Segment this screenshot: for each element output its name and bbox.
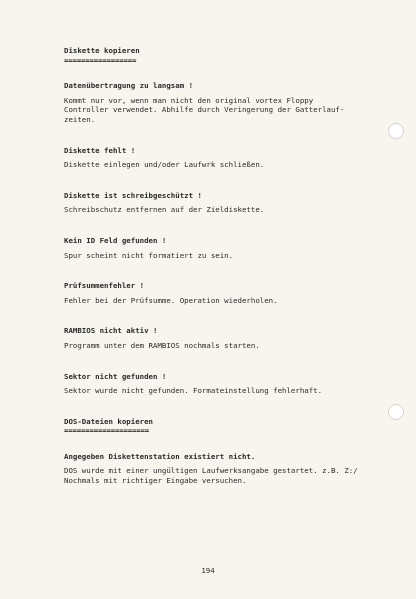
section-title: Diskette kopieren <box>64 46 140 55</box>
page-number: 194 <box>201 566 215 575</box>
section-underline: ================= <box>64 55 137 65</box>
error-entry <box>64 372 394 396</box>
error-description: Sektor wurde nicht gefunden. Formateinstellung fehlerhaft. <box>64 386 323 396</box>
error-entry <box>64 81 394 124</box>
section-dos-dateien-kopieren <box>64 417 394 486</box>
section-underline: ==================== <box>64 426 149 436</box>
error-entry <box>64 146 394 170</box>
error-heading: Prüfsummenfehler ! <box>64 281 145 291</box>
error-entry <box>64 236 394 260</box>
error-heading: Datenübertragung zu langsam ! <box>64 81 194 91</box>
error-heading: Sektor nicht gefunden ! <box>64 371 167 381</box>
section-title: DOS-Dateien kopieren <box>64 416 153 426</box>
error-description: Diskette einlegen und/oder Laufwrk schließen. <box>64 160 265 170</box>
error-entry <box>64 452 394 486</box>
error-heading: Kein ID Feld gefunden ! <box>64 235 167 245</box>
error-description: Schreibschutz entfernen auf der Zieldiskette. <box>64 205 265 215</box>
error-entry <box>64 281 394 305</box>
error-heading: Angegeben Diskettenstation existiert nicht. <box>64 451 256 461</box>
error-description: Spur scheint nicht formatiert zu sein. <box>64 250 234 260</box>
error-entry <box>64 191 394 215</box>
error-heading: Diskette ist schreibgeschützt ! <box>64 190 202 200</box>
error-heading: Diskette fehlt ! <box>64 145 136 155</box>
error-description: DOS wurde mit einer ungültigen Laufwerksangabe gestartet. z.B. Z:/ Nochmals mit richtiger Eingabe versuchen. <box>64 466 358 486</box>
page-content <box>64 46 394 507</box>
error-entry <box>64 326 394 350</box>
error-description: Fehler bei der Prüfsumme. Operation wiederholen. <box>64 295 278 305</box>
error-description: Programm unter dem RAMBIOS nochmals starten. <box>64 340 260 350</box>
section-diskette-kopieren <box>64 46 394 396</box>
error-heading: RAMBIOS nicht aktiv ! <box>64 326 158 336</box>
error-description: Kommt nur vor, wenn man nicht den original vortex Floppy Controller verwendet. Abhilfe durch Veringerung der Gatterlauf- zeiten. <box>64 95 345 124</box>
